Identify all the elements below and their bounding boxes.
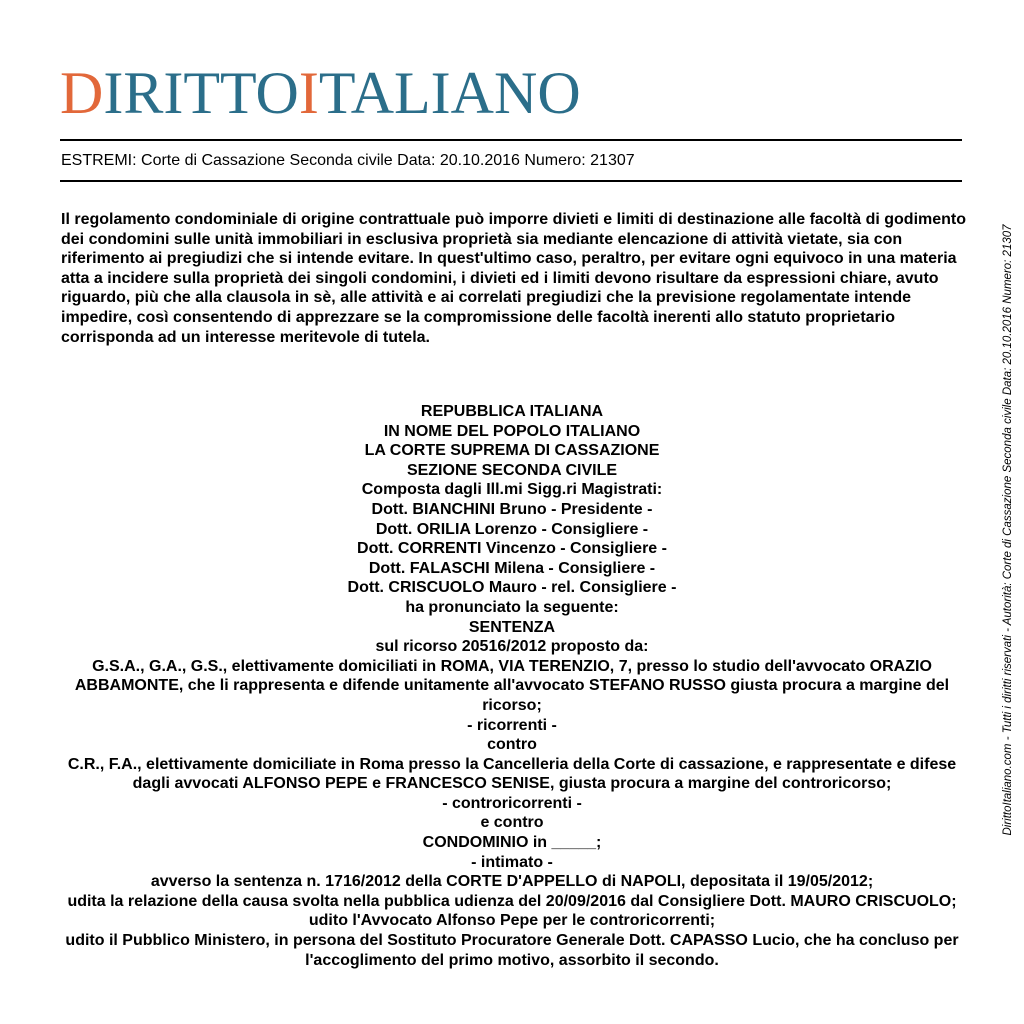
- sentenza-line: Dott. BIANCHINI Bruno - Presidente -: [371, 500, 653, 518]
- sentenza-line: udito l'Avvocato Alfonso Pepe per le controricorrenti;: [308, 912, 716, 930]
- sentenza-line: e contro: [480, 814, 544, 832]
- logo-text-taliano: TALIANO: [318, 60, 581, 126]
- bottom-divider: [60, 180, 962, 182]
- sentenza-line: udito il Pubblico Ministero, in persona del Sostituto Procuratore Generale Dott. CAPASSO Lucio, che ha concluso per l'accoglimento del primo motivo, assorbito il secondo.: [65, 932, 959, 969]
- sentenza-line: SEZIONE SECONDA CIVILE: [406, 461, 618, 479]
- sentenza-line: - controricorrenti -: [442, 794, 582, 812]
- sentenza-line: avverso la sentenza n. 1716/2012 della CORTE D'APPELLO di NAPOLI, depositata il 19/05/2012;: [150, 873, 874, 891]
- logo-letter-d: D: [60, 60, 104, 126]
- sentenza-line: IN NOME DEL POPOLO ITALIANO: [383, 422, 641, 440]
- top-divider: [60, 139, 962, 141]
- sentenza-line: SENTENZA: [468, 618, 556, 636]
- document-estremi: ESTREMI: Corte di Cassazione Seconda civile Data: 20.10.2016 Numero: 21307: [61, 152, 635, 169]
- sentenza-body: [60, 402, 964, 970]
- sentenza-line: REPUBBLICA ITALIANA: [420, 403, 604, 420]
- massima-paragraph: Il regolamento condominiale di origine contrattuale può imporre divieti e limiti di destinazione alle facoltà di godimento dei condomini sulle unità immobiliari in esclusiva proprietà sia mediante elencazione di attività vietate, sia con riferimento ai pregiudizi che si intende evitare. In quest'ultimo caso, peraltro, per evitare ogni equivoco in una materia atta a incidere sulla proprietà dei singoli condomini, i divieti ed i limiti devono risultare da espressioni chiare, avuto riguardo, più che alla clausola in sè, alle attività e ai correlati pregiudizi che la previsione regolamentate intende impedire, così consentendo di apprezzare se la compromissione delle facoltà inerenti allo statuto proprietario corrisponda ad un interesse meritevole di tutela.: [61, 211, 967, 346]
- sentenza-line: - ricorrenti -: [467, 716, 557, 734]
- sentenza-line: Dott. ORILIA Lorenzo - Consigliere -: [375, 520, 649, 538]
- logo-letter-i: I: [298, 60, 319, 126]
- sentenza-line: Dott. CRISCUOLO Mauro - rel. Consigliere -: [347, 579, 677, 597]
- sentenza-line: CONDOMINIO in _____;: [422, 834, 602, 852]
- sentenza-line: sul ricorso 20516/2012 proposto da:: [375, 638, 649, 656]
- sentenza-line: contro: [487, 736, 537, 754]
- sentenza-line: - intimato -: [471, 853, 553, 871]
- logo: [60, 58, 581, 128]
- sentenza-line: LA CORTE SUPREMA DI CASSAZIONE: [364, 442, 660, 460]
- logo-text-iritto: IRITTO: [103, 60, 299, 126]
- sentenza-line: ha pronunciato la seguente:: [405, 598, 619, 616]
- sentenza-line: Composta dagli Ill.mi Sigg.ri Magistrati:: [361, 481, 663, 499]
- sentenza-line: Dott. CORRENTI Vincenzo - Consigliere -: [357, 540, 667, 558]
- sentenza-line: C.R., F.A., elettivamente domiciliate in Roma presso la Cancelleria della Corte di cassazione, e rappresentate e difese dagli avvocati ALFONSO PEPE e FRANCESCO SENISE, giusta procura a margine del controricorso;: [67, 755, 957, 793]
- sentenza-line: Dott. FALASCHI Milena - Consigliere -: [368, 559, 656, 577]
- sentenza-line: udita la relazione della causa svolta nella pubblica udienza del 20/09/2016 dal Consigliere Dott. MAURO CRISCUOLO;: [67, 892, 957, 910]
- side-copyright-note: DirittoItaliano.com - Tutti i diritti riservati - Autorità: Corte di Cassazione Seconda civile Data: 20.10.2016 Numero: 21307: [1002, 224, 1014, 836]
- sentenza-line: G.S.A., G.A., G.S., elettivamente domiciliati in ROMA, VIA TERENZIO, 7, presso lo studio dell'avvocato ORAZIO ABBAMONTE, che li rappresenta e difende unitamente all'avvocato STEFANO RUSSO giusta procura a margine del ricorso;: [74, 657, 950, 714]
